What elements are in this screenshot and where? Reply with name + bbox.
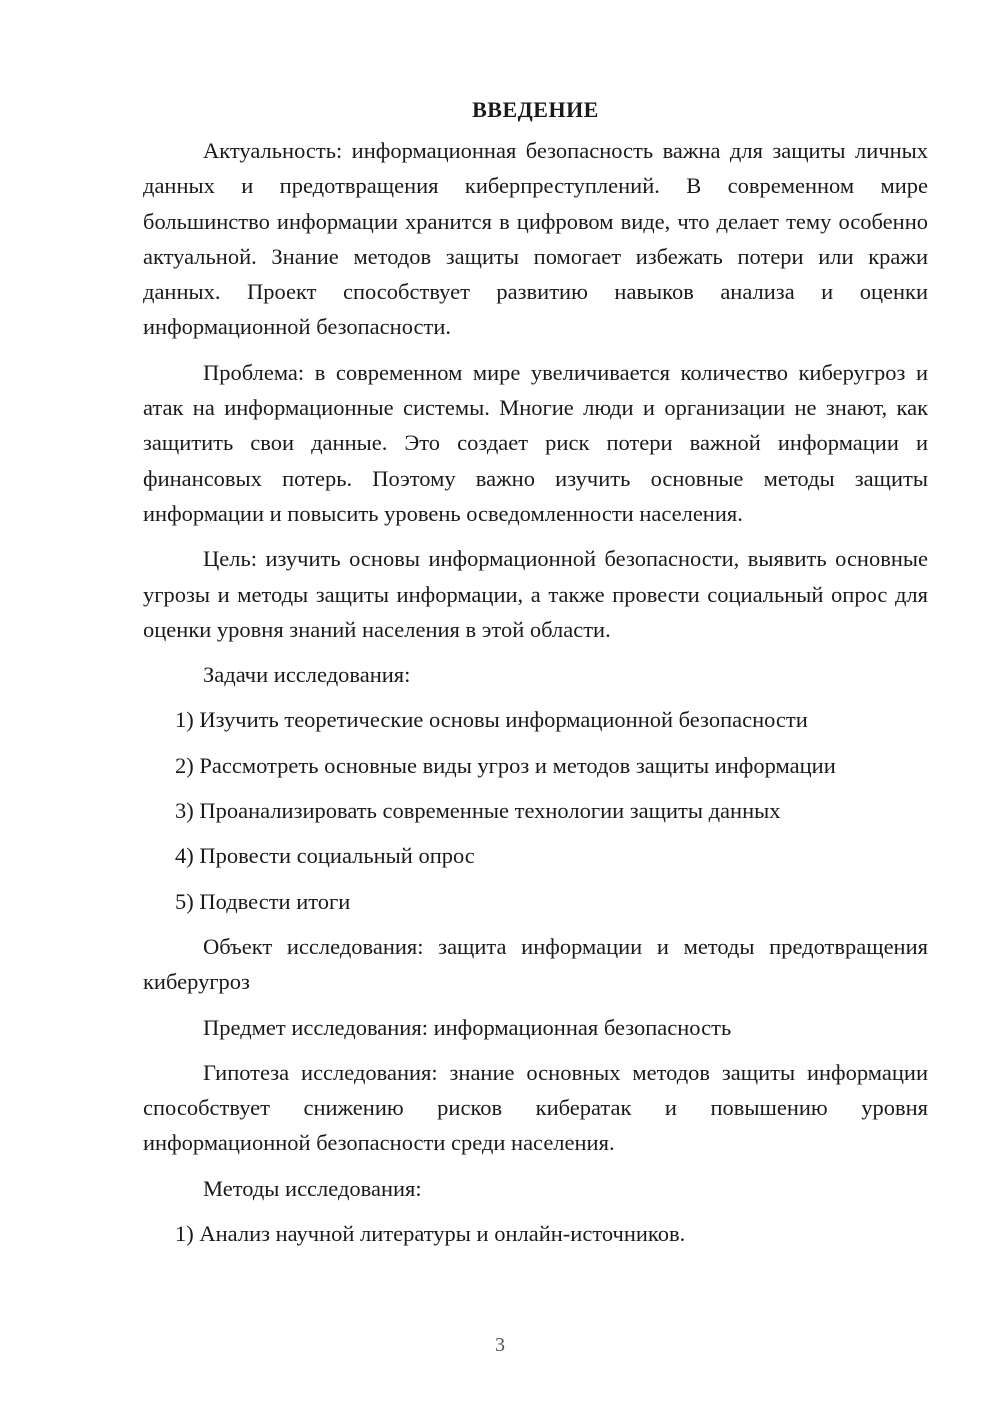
list-item: 1) Анализ научной литературы и онлайн-источников. (175, 1221, 686, 1247)
list-item: 1) Изучить теоретические основы информационной безопасности (175, 707, 808, 733)
document-page (143, 92, 928, 1261)
paragraph-subject: Предмет исследования: информационная безопасность (203, 1014, 732, 1040)
list-item: 4) Провести социальный опрос (175, 843, 475, 869)
paragraph-hypothesis: Гипотеза исследования: знание основных методов защиты информации способствует снижению рисков кибератак и повышению уровня информационной безопасности среди населения. (143, 1059, 928, 1156)
paragraph-object: Объект исследования: защита информации и методы предотвращения киберугроз (143, 933, 928, 995)
list-item: 3) Проанализировать современные технологии защиты данных (175, 798, 781, 824)
paragraph-problem: Проблема: в современном мире увеличивается количество киберугроз и атак на информационные системы. Многие люди и организации не знают, как защитить свои данные. Это создает риск потери важной информации и финансовых потерь. Поэтому важно изучить основные методы защиты информации и повысить уровень осведомленности населения. (143, 359, 928, 526)
page-number: 3 (495, 1334, 505, 1356)
tasks-list (143, 702, 928, 918)
list-item: 5) Подвести итоги (175, 888, 351, 914)
tasks-heading: Задачи исследования: (203, 662, 411, 688)
paragraph-relevance: Актуальность: информационная безопасность важна для защиты личных данных и предотвращения киберпреступлений. В современном мире большинство информации хранится в цифровом виде, что делает тему особенно актуальной. Знание методов защиты помогает избежать потери или кражи данных. Проект способствует развитию навыков анализа и оценки информационной безопасности. (143, 138, 928, 340)
methods-heading: Методы исследования: (203, 1175, 422, 1201)
list-item: 2) Рассмотреть основные виды угроз и методов защиты информации (175, 752, 836, 778)
methods-list (143, 1216, 928, 1251)
paragraph-goal: Цель: изучить основы информационной безопасности, выявить основные угрозы и методы защиты информации, а также провести социальный опрос для оценки уровня знаний населения в этой области. (143, 546, 928, 642)
section-title: ВВЕДЕНИЕ (472, 97, 599, 122)
